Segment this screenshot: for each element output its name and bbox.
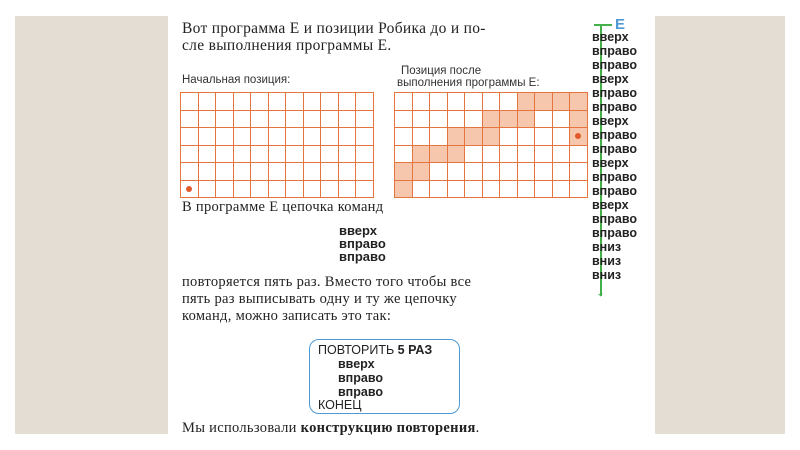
- grid-row: [395, 128, 588, 146]
- program-command: вниз: [592, 268, 622, 282]
- after-position-grid: [394, 92, 588, 198]
- program-command: вправо: [592, 58, 637, 72]
- grid-cell: [465, 128, 483, 146]
- grid-cell: [430, 163, 448, 181]
- grid-cell: [465, 110, 483, 128]
- grid-cell: [552, 93, 570, 111]
- grid-cell: [356, 93, 374, 111]
- grid-cell: [198, 93, 216, 111]
- chain-command-3: вправо: [339, 249, 386, 264]
- grid-cell: [181, 128, 199, 146]
- grid-cell: [233, 180, 251, 198]
- repeat-construct-box: [309, 339, 460, 414]
- grid-cell: [535, 145, 553, 163]
- left-margin-panel: [15, 16, 168, 434]
- program-command: вправо: [592, 226, 637, 240]
- grid-cell: [517, 145, 535, 163]
- chain-command-1: вверх: [339, 223, 378, 238]
- grid-cell: [181, 163, 199, 181]
- grid-cell: [447, 180, 465, 198]
- program-command: вправо: [592, 170, 637, 184]
- grid-cell: [517, 180, 535, 198]
- repeat-count: 5 РАЗ: [397, 343, 433, 357]
- grid-cell: [321, 163, 339, 181]
- grid-cell: [482, 93, 500, 111]
- grid-cell: [303, 163, 321, 181]
- grid-cell: [482, 145, 500, 163]
- grid-cell: [216, 145, 234, 163]
- grid-cell: [233, 128, 251, 146]
- grid-cell: [447, 145, 465, 163]
- grid-cell: [303, 145, 321, 163]
- grid-cell: [500, 180, 518, 198]
- grid-cell: [216, 180, 234, 198]
- initial-position-grid: [180, 92, 374, 198]
- command-chain: [339, 224, 386, 263]
- grid-cell: [356, 180, 374, 198]
- grid-cell: [447, 128, 465, 146]
- grid-cell: [181, 110, 199, 128]
- program-command: вправо: [592, 184, 637, 198]
- grid-cell: [395, 180, 413, 198]
- conclusion-highlight: конструкцию повторения: [300, 420, 476, 436]
- chain-command-2: вправо: [339, 236, 386, 251]
- grid-cell: [552, 128, 570, 146]
- grid-cell: [482, 180, 500, 198]
- grid-cell: [356, 163, 374, 181]
- explanation-line-2: пять раз выписывать одну и ту же цепочку: [182, 291, 457, 307]
- down-arrow-icon: ↓: [596, 280, 605, 300]
- program-command: вправо: [592, 142, 637, 156]
- grid-cell: [412, 128, 430, 146]
- grid-cell: [430, 128, 448, 146]
- grid-cell: [447, 163, 465, 181]
- conclusion-prefix: Мы использовали: [182, 420, 297, 436]
- grid-cell: [286, 180, 304, 198]
- grid-row: [181, 110, 374, 128]
- grid-cell: [535, 163, 553, 181]
- grid-cell: [552, 145, 570, 163]
- grid-cell: [286, 128, 304, 146]
- repeat-command-3: вправо: [338, 385, 383, 399]
- grid-cell: [517, 163, 535, 181]
- grid-cell: [412, 93, 430, 111]
- repeat-header: [318, 344, 432, 357]
- grid-cell: [500, 145, 518, 163]
- explanation-line-3: команд, можно записать это так:: [182, 308, 392, 324]
- grid-cell: [338, 110, 356, 128]
- robot-marker-icon: [575, 133, 581, 139]
- grid-cell: [251, 163, 269, 181]
- grid-cell: [570, 163, 588, 181]
- grid-cell: [500, 110, 518, 128]
- grid-cell: [321, 128, 339, 146]
- grid-cell: [181, 180, 199, 198]
- grid-cell: [338, 145, 356, 163]
- grid-cell: [447, 93, 465, 111]
- grid-cell: [233, 110, 251, 128]
- initial-grid-caption: Начальная позиция:: [182, 74, 291, 86]
- grid-cell: [570, 180, 588, 198]
- grid-cell: [286, 145, 304, 163]
- grid-cell: [338, 128, 356, 146]
- textbook-page: [168, 16, 655, 434]
- grid-cell: [465, 93, 483, 111]
- grid-cell: [181, 145, 199, 163]
- grid-cell: [286, 110, 304, 128]
- grid-cell: [338, 180, 356, 198]
- grid-cell: [517, 128, 535, 146]
- grid-cell: [430, 93, 448, 111]
- grid-cell: [198, 128, 216, 146]
- program-command: вниз: [592, 254, 622, 268]
- program-command: вправо: [592, 212, 637, 226]
- grid-cell: [552, 163, 570, 181]
- grid-cell: [570, 145, 588, 163]
- grid-cell: [395, 163, 413, 181]
- grid-cell: [430, 180, 448, 198]
- grid-cell: [338, 163, 356, 181]
- grid-cell: [233, 93, 251, 111]
- grid-cell: [517, 110, 535, 128]
- grid-cell: [216, 128, 234, 146]
- right-margin-panel: [655, 16, 785, 434]
- grid-cell: [338, 93, 356, 111]
- grid-cell: [465, 145, 483, 163]
- grid-cell: [552, 180, 570, 198]
- explanation-line-1: повторяется пять раз. Вместо того чтобы все: [182, 274, 472, 290]
- program-command: вправо: [592, 86, 637, 100]
- grid-cell: [482, 128, 500, 146]
- grid-cell: [482, 163, 500, 181]
- program-e-command-list: [592, 30, 637, 282]
- grid-cell: [251, 110, 269, 128]
- grid-cell: [465, 163, 483, 181]
- grid-row: [395, 93, 588, 111]
- grid-cell: [216, 163, 234, 181]
- grid-cell: [535, 128, 553, 146]
- program-command: вправо: [592, 44, 637, 58]
- repeat-keyword: ПОВТОРИТЬ: [318, 343, 395, 357]
- grid-cell: [216, 93, 234, 111]
- grid-row: [181, 128, 374, 146]
- grid-cell: [251, 180, 269, 198]
- repeat-explanation: [182, 274, 602, 325]
- grid-cell: [500, 128, 518, 146]
- grid-cell: [251, 145, 269, 163]
- grid-cell: [356, 145, 374, 163]
- grid-cell: [268, 110, 286, 128]
- after-caption-line-1: Позиция после: [401, 65, 482, 77]
- grid-cell: [412, 163, 430, 181]
- intro-line-1: Вот программа Е и позиции Робика до и по-: [182, 20, 486, 37]
- grid-cell: [395, 145, 413, 163]
- grid-cell: [321, 110, 339, 128]
- chain-intro-text: В программе Е цепочка команд: [182, 199, 384, 215]
- grid-cell: [286, 93, 304, 111]
- intro-paragraph: [182, 20, 574, 54]
- grid-cell: [198, 145, 216, 163]
- grid-cell: [181, 93, 199, 111]
- grid-cell: [465, 180, 483, 198]
- grid-cell: [268, 163, 286, 181]
- program-command: вверх: [592, 114, 629, 128]
- grid-row: [395, 163, 588, 181]
- intro-line-2: сле выполнения программы Е.: [182, 37, 392, 54]
- grid-cell: [412, 110, 430, 128]
- after-caption-line-2: выполнения программы Е:: [397, 77, 540, 89]
- grid-cell: [430, 145, 448, 163]
- grid-cell: [321, 93, 339, 111]
- grid-row: [395, 180, 588, 198]
- grid-cell: [233, 145, 251, 163]
- grid-cell: [535, 180, 553, 198]
- grid-cell: [251, 128, 269, 146]
- program-command: вверх: [592, 72, 629, 86]
- grid-cell: [395, 93, 413, 111]
- grid-cell: [268, 93, 286, 111]
- program-command: вниз: [592, 240, 622, 254]
- grid-cell: [570, 128, 588, 146]
- grid-cell: [198, 110, 216, 128]
- repeat-end: КОНЕЦ: [318, 398, 362, 412]
- grid-cell: [430, 110, 448, 128]
- program-name: Е: [615, 16, 626, 33]
- grid-cell: [395, 128, 413, 146]
- grid-cell: [356, 110, 374, 128]
- grid-cell: [517, 93, 535, 111]
- program-command: вправо: [592, 128, 637, 142]
- conclusion-suffix: .: [475, 420, 480, 436]
- grid-row: [181, 180, 374, 198]
- grid-row: [395, 110, 588, 128]
- grid-cell: [321, 180, 339, 198]
- grid-cell: [268, 145, 286, 163]
- robot-marker-icon: [186, 186, 192, 192]
- grid-cell: [286, 163, 304, 181]
- program-command: вверх: [592, 30, 629, 44]
- program-bracket-icon: [594, 24, 612, 26]
- repeat-command-1: вверх: [338, 357, 375, 371]
- grid-cell: [535, 93, 553, 111]
- grid-cell: [356, 128, 374, 146]
- grid-row: [181, 163, 374, 181]
- repeat-command-2: вправо: [338, 371, 383, 385]
- conclusion-text: [182, 420, 480, 437]
- program-command: вправо: [592, 100, 637, 114]
- grid-cell: [303, 128, 321, 146]
- program-command: вверх: [592, 198, 629, 212]
- grid-cell: [251, 93, 269, 111]
- grid-cell: [268, 128, 286, 146]
- grid-cell: [500, 93, 518, 111]
- grid-cell: [535, 110, 553, 128]
- grid-cell: [570, 93, 588, 111]
- grid-cell: [412, 180, 430, 198]
- after-grid-caption: [397, 65, 540, 89]
- grid-cell: [552, 110, 570, 128]
- grid-cell: [321, 145, 339, 163]
- grid-cell: [303, 180, 321, 198]
- grid-cell: [412, 145, 430, 163]
- grid-cell: [395, 110, 413, 128]
- grid-cell: [482, 110, 500, 128]
- grid-cell: [198, 163, 216, 181]
- program-command: вверх: [592, 156, 629, 170]
- grid-row: [181, 93, 374, 111]
- grid-cell: [233, 163, 251, 181]
- grid-cell: [500, 163, 518, 181]
- grid-cell: [303, 110, 321, 128]
- grid-cell: [447, 110, 465, 128]
- grid-cell: [303, 93, 321, 111]
- grid-row: [395, 145, 588, 163]
- grid-cell: [216, 110, 234, 128]
- grid-cell: [570, 110, 588, 128]
- grid-cell: [268, 180, 286, 198]
- grid-row: [181, 145, 374, 163]
- grid-cell: [198, 180, 216, 198]
